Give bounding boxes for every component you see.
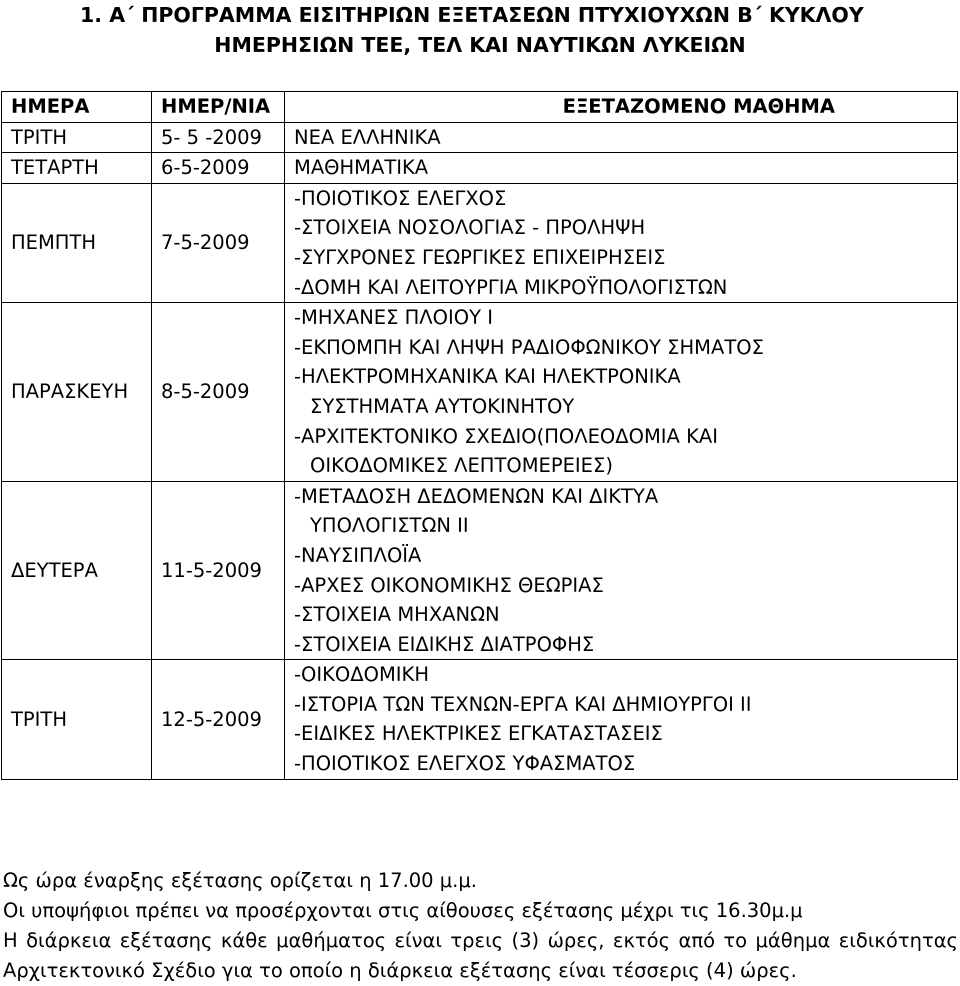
date-cell: 8-5-2009 — [152, 303, 285, 482]
day-cell: ΠΕΜΠΤΗ — [2, 183, 152, 302]
subject-line: -ΟΙΚΟΔΟΜΙΚΗ — [294, 663, 429, 687]
header-subject: ΕΞΕΤΑΖΟΜΕΝΟ ΜΑΘΗΜΑ — [285, 92, 958, 123]
document-title-line-2: ΗΜΕΡΗΣΙΩΝ ΤΕΕ, ΤΕΛ ΚΑΙ ΝΑΥΤΙΚΩΝ ΛΥΚΕΙΩΝ — [214, 33, 746, 57]
subject-line: -ΣΤΟΙΧΕΙΑ ΝΟΣΟΛΟΓΙΑΣ - ΠΡΟΛΗΨΗ — [294, 216, 646, 240]
table-row — [2, 153, 958, 184]
subject-cell — [285, 122, 958, 153]
subject-line: -ΣΤΟΙΧΕΙΑ ΜΗΧΑΝΩΝ — [294, 603, 500, 627]
subject-cell — [285, 153, 958, 184]
day-cell: ΤΕΤΑΡΤΗ — [2, 153, 152, 184]
day-cell: ΠΑΡΑΣΚΕΥΗ — [2, 303, 152, 482]
subject-line: -ΗΛΕΚΤΡΟΜΗΧΑΝΙΚΑ ΚΑΙ ΗΛΕΚΤΡΟΝΙΚΑ — [294, 365, 681, 389]
date-cell: 11-5-2009 — [152, 481, 285, 660]
subject-line-continuation: ΥΠΟΛΟΓΙΣΤΩΝ ΙΙ — [310, 514, 469, 538]
subject-line: -ΑΡΧΙΤΕΚΤΟΝΙΚΟ ΣΧΕΔΙΟ(ΠΟΛΕΟΔΟΜΙΑ ΚΑΙ — [294, 424, 718, 448]
header-day: ΗΜΕΡΑ — [2, 92, 152, 123]
note-start-time: Ως ώρα έναρξης εξέτασης ορίζεται η 17.00 μ.μ. — [3, 869, 477, 892]
subject-line: ΝΕΑ ΕΛΛΗΝΙΚΑ — [294, 125, 441, 149]
table-header — [2, 92, 958, 123]
subject-line: -ΣΥΓΧΡΟΝΕΣ ΓΕΩΡΓΙΚΕΣ ΕΠΙΧΕΙΡΗΣΕΙΣ — [294, 245, 666, 269]
table-row — [2, 303, 958, 482]
subject-line: -ΕΚΠΟΜΠΗ ΚΑΙ ΛΗΨΗ ΡΑΔΙΟΦΩΝΙΚΟΥ ΣΗΜΑΤΟΣ — [294, 335, 764, 359]
note-arrival-time: Οι υποψήφιοι πρέπει να προσέρχονται στις αίθουσες εξέτασης μέχρι τις 16.30μ.μ — [3, 899, 803, 922]
day-cell: ΔΕΥΤΕΡΑ — [2, 481, 152, 660]
table-row — [2, 660, 958, 779]
subject-line: -ΑΡΧΕΣ ΟΙΚΟΝΟΜΙΚΗΣ ΘΕΩΡΙΑΣ — [294, 573, 604, 597]
subject-line: -ΜΕΤΑΔΟΣΗ ΔΕΔΟΜΕΝΩΝ ΚΑΙ ΔΙΚΤΥΑ — [294, 484, 659, 508]
subject-line: -ΠΟΙΟΤΙΚΟΣ ΕΛΕΓΧΟΣ — [294, 186, 507, 210]
header-date: ΗΜΕΡ/ΝΙΑ — [152, 92, 285, 123]
subject-line: ΜΑΘΗΜΑΤΙΚΑ — [294, 156, 429, 180]
date-cell: 6-5-2009 — [152, 153, 285, 184]
subject-cell — [285, 303, 958, 482]
subject-cell — [285, 481, 958, 660]
header-row — [2, 92, 958, 123]
exam-schedule-table — [1, 91, 958, 780]
subject-line: -ΕΙΔΙΚΕΣ ΗΛΕΚΤΡΙΚΕΣ ΕΓΚΑΤΑΣΤΑΣΕΙΣ — [294, 722, 663, 746]
table-body — [2, 122, 958, 779]
subject-line: -ΣΤΟΙΧΕΙΑ ΕΙΔΙΚΗΣ ΔΙΑΤΡΟΦΗΣ — [294, 632, 595, 656]
note-duration: Η διάρκεια εξέτασης κάθε μαθήματος είναι τρεις (3) ώρες, εκτός από το μάθημα ειδικότητας — [3, 929, 958, 952]
subject-line-continuation: ΣΥΣΤΗΜΑΤΑ ΑΥΤΟΚΙΝΗΤΟΥ — [310, 394, 575, 418]
table-row — [2, 481, 958, 660]
table-row — [2, 183, 958, 302]
date-cell: 7-5-2009 — [152, 183, 285, 302]
subject-cell — [285, 183, 958, 302]
day-cell: ΤΡΙΤΗ — [2, 660, 152, 779]
table-row — [2, 122, 958, 153]
subject-line: -ΙΣΤΟΡΙΑ ΤΩΝ ΤΕΧΝΩΝ-ΕΡΓΑ ΚΑΙ ΔΗΜΙΟΥΡΓΟΙ ΙΙ — [294, 692, 752, 716]
day-cell: ΤΡΙΤΗ — [2, 122, 152, 153]
note-architecture-exception: Αρχιτεκτονικό Σχέδιο για το οποίο η διάρκεια εξέτασης είναι τέσσερις (4) ώρες. — [3, 959, 797, 982]
exam-notes — [3, 866, 958, 986]
date-cell: 12-5-2009 — [152, 660, 285, 779]
subject-cell — [285, 660, 958, 779]
subject-line-continuation: ΟΙΚΟΔΟΜΙΚΕΣ ΛΕΠΤΟΜΕΡΕΙΕΣ) — [310, 454, 613, 478]
subject-line: -ΝΑΥΣΙΠΛΟΪΑ — [294, 543, 422, 567]
document-title-line-1: 1. Α΄ ΠΡΟΓΡΑΜΜΑ ΕΙΣΙΤΗΡΙΩΝ ΕΞΕΤΑΣΕΩΝ ΠΤΥΧΙΟΥΧΩΝ Β΄ ΚΥΚΛΟΥ — [80, 3, 864, 27]
date-cell: 5- 5 -2009 — [152, 122, 285, 153]
subject-line: -ΜΗΧΑΝΕΣ ΠΛΟΙΟΥ Ι — [294, 306, 493, 330]
subject-line: -ΔΟΜΗ ΚΑΙ ΛΕΙΤΟΥΡΓΙΑ ΜΙΚΡΟΫΠΟΛΟΓΙΣΤΩΝ — [294, 275, 728, 299]
subject-line: -ΠΟΙΟΤΙΚΟΣ ΕΛΕΓΧΟΣ ΥΦΑΣΜΑΤΟΣ — [294, 752, 636, 776]
